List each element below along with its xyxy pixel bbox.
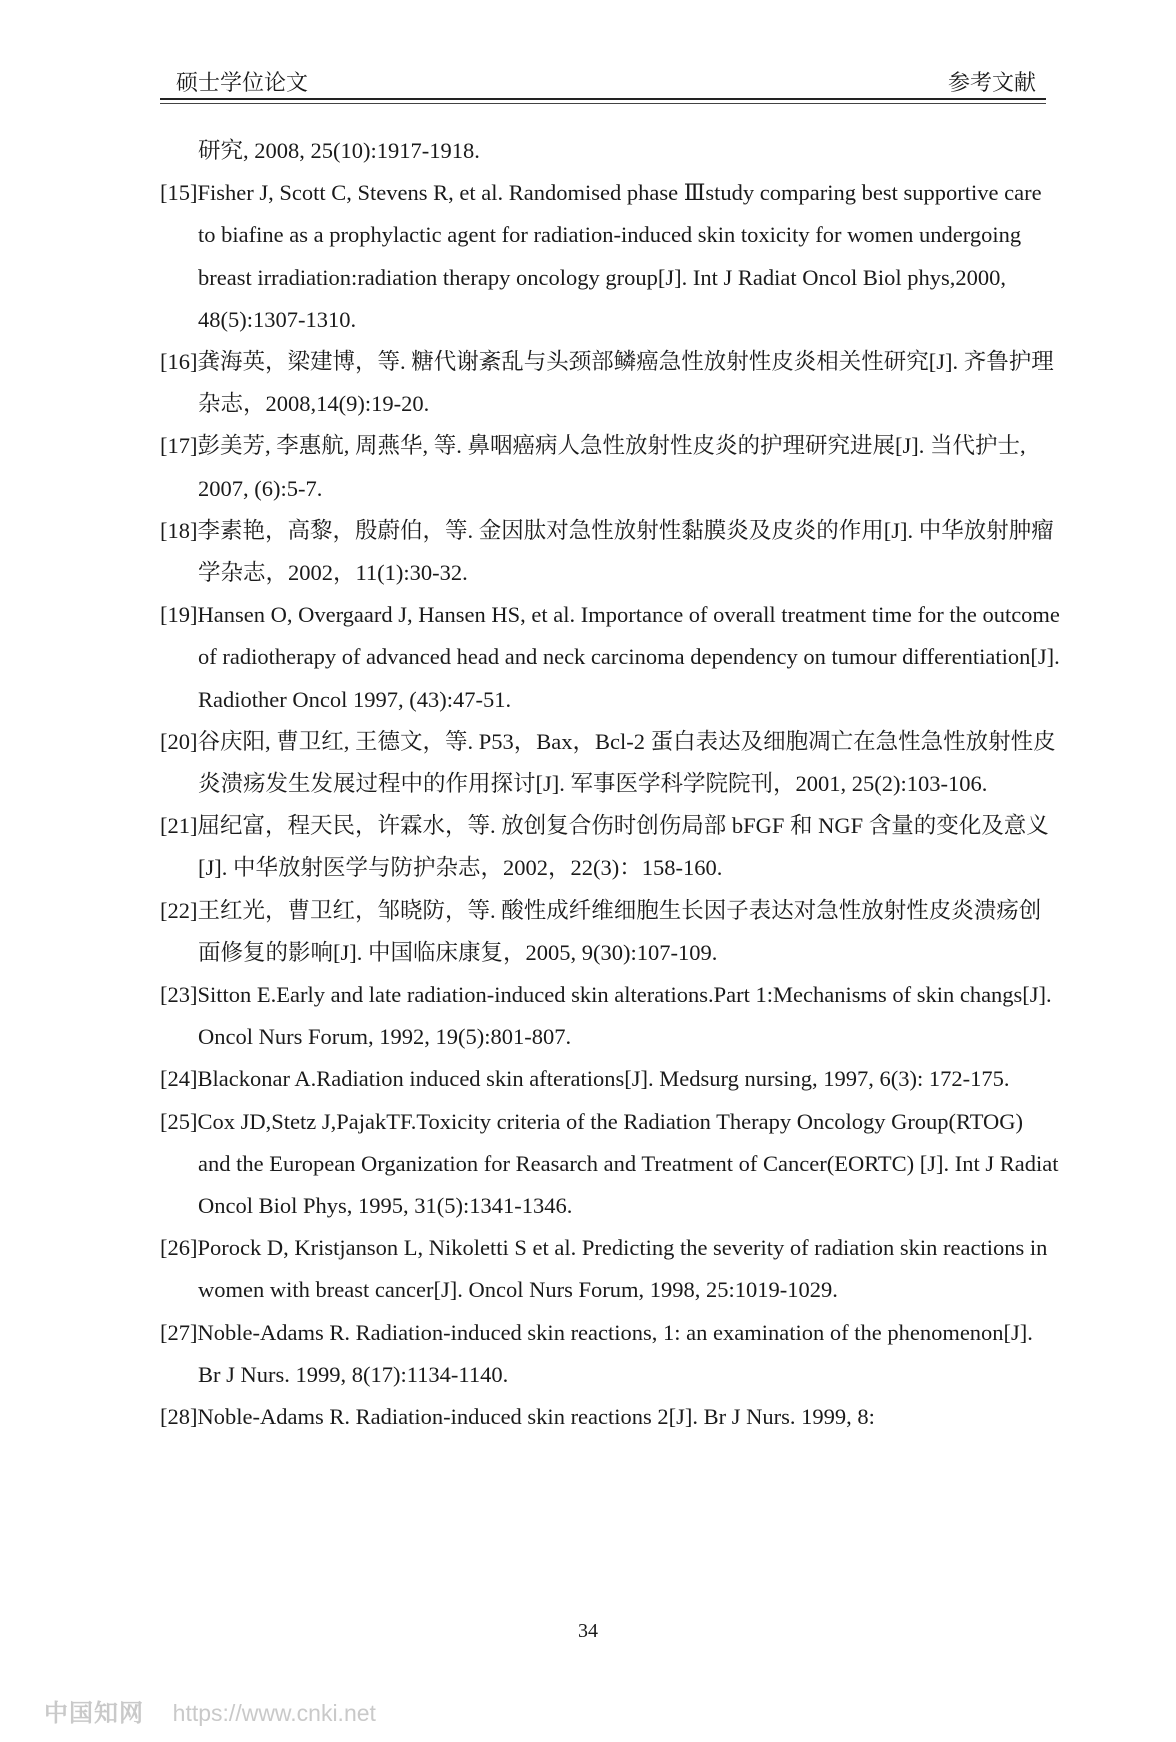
reference-item [160, 1227, 1060, 1311]
reference-text: 彭美芳, 李惠航, 周燕华, 等. 鼻咽癌病人急性放射性皮炎的护理研究进展[J]. 当代护士, 2007, (6):5-7. [197, 433, 1026, 501]
header-section-title: 参考文献 [947, 70, 1036, 95]
reference-item [160, 974, 1060, 1058]
reference-number: [25] [160, 1108, 198, 1134]
reference-text: Cox JD,Stetz J,PajakTF.Toxicity criteria of the Radiation Therapy Oncology Group(RTOG) and the European Organization for Reasarch and Treatment of Cancer(EORTC) [J]. Int J Radiat Oncol Biol Phys, 1995, 31(5):1341-1346. [197, 1108, 1059, 1219]
reference-number: [24] [160, 1066, 198, 1092]
reference-number: [28] [160, 1404, 198, 1430]
reference-text: Hansen O, Overgaard J, Hansen HS, et al. Importance of overall treatment time for the outcome of radiotherapy of advanced head and neck carcinoma dependency on tumour differentiation[J]. Radiother Oncol 1997, (43):47-51. [197, 602, 1060, 712]
reference-item [160, 890, 1060, 974]
reference-number: [17] [160, 433, 198, 459]
reference-text: Blackonar A.Radiation induced skin afterations[J]. Medsurg nursing, 1997, 6(3): 172-175. [197, 1066, 1010, 1092]
page-number: 34 [578, 1620, 598, 1642]
reference-list [160, 130, 1060, 1438]
reference-number: [19] [160, 602, 198, 628]
reference-number: [27] [160, 1319, 198, 1345]
reference-item [160, 425, 1060, 509]
reference-item [160, 341, 1060, 425]
reference-number: [16] [160, 349, 198, 375]
reference-text: 李素艳，高黎，殷蔚伯，等. 金因肽对急性放射性黏膜炎及皮炎的作用[J]. 中华放射肿瘤学杂志，2002，11(1):30-32. [197, 517, 1054, 586]
reference-item [160, 1058, 1060, 1100]
reference-text: 王红光，曹卫红，邹晓防，等. 酸性成纤维细胞生长因子表达对急性放射性皮炎溃疡创面修复的影响[J]. 中国临床康复，2005, 9(30):107-109. [197, 897, 1042, 965]
reference-text: Sitton E.Early and late radiation-induced skin alterations.Part 1:Mechanisms of skin changs[J]. Oncol Nurs Forum, 1992, 19(5):801-807. [197, 982, 1052, 1050]
reference-item [160, 1101, 1060, 1228]
reference-text: 谷庆阳, 曹卫红, 王德文，等. P53，Bax，Bcl-2 蛋白表达及细胞凋亡在急性急性放射性皮炎溃疡发生发展过程中的作用探讨[J]. 军事医学科学院院刊，2001, 25(2):103-106. [197, 728, 1056, 797]
reference-text: Fisher J, Scott C, Stevens R, et al. Randomised phase Ⅲstudy comparing best supportive care to biafine as a prophylactic agent for radiation-induced skin toxicity for women undergoing breast irradiation:radiation therapy oncology group[J]. Int J Radiat Oncol Biol phys,2000, 48(5):1307-1310. [197, 180, 1042, 332]
reference-item [160, 1312, 1060, 1396]
reference-continuation: 研究, 2008, 25(10):1917-1918. [198, 138, 480, 163]
reference-item [160, 1396, 1060, 1438]
reference-item [160, 805, 1060, 889]
reference-number: [21] [160, 813, 198, 839]
reference-number: [26] [160, 1235, 198, 1261]
reference-text: Porock D, Kristjanson L, Nikoletti S et al. Predicting the severity of radiation skin reactions in women with breast cancer[J]. Oncol Nurs Forum, 1998, 25:1019-1029. [197, 1235, 1048, 1303]
header-thesis-type: 硕士学位论文 [176, 70, 309, 95]
cnki-logo: 中国知网 [44, 1700, 144, 1727]
header-rule-thin [160, 103, 1046, 104]
reference-item [160, 172, 1060, 341]
reference-number: [23] [160, 982, 198, 1008]
cnki-watermark [44, 1693, 376, 1728]
running-header [160, 58, 1046, 98]
reference-text: 屈纪富，程天民，许霖水，等. 放创复合伤时创伤局部 bFGF 和 NGF 含量的变化及意义[J]. 中华放射医学与防护杂志，2002，22(3)：158-160. [197, 813, 1049, 881]
reference-item [160, 510, 1060, 594]
reference-number: [22] [160, 897, 198, 923]
reference-number: [15] [160, 180, 198, 206]
reference-text: Noble-Adams R. Radiation-induced skin reactions 2[J]. Br J Nurs. 1999, 8: [197, 1404, 875, 1430]
reference-number: [18] [160, 517, 198, 543]
reference-number: [20] [160, 728, 198, 754]
reference-text: Noble-Adams R. Radiation-induced skin reactions, 1: an examination of the phenomenon[J]. Br J Nurs. 1999, 8(17):1134-1140. [197, 1319, 1033, 1387]
reference-item [160, 594, 1060, 721]
cnki-url: https://www.cnki.net [172, 1700, 376, 1726]
header-rule-thick [160, 98, 1046, 100]
reference-item [160, 721, 1060, 805]
reference-text: 龚海英，梁建博，等. 糖代谢紊乱与头颈部鳞癌急性放射性皮炎相关性研究[J]. 齐鲁护理杂志，2008,14(9):19-20. [197, 349, 1054, 417]
